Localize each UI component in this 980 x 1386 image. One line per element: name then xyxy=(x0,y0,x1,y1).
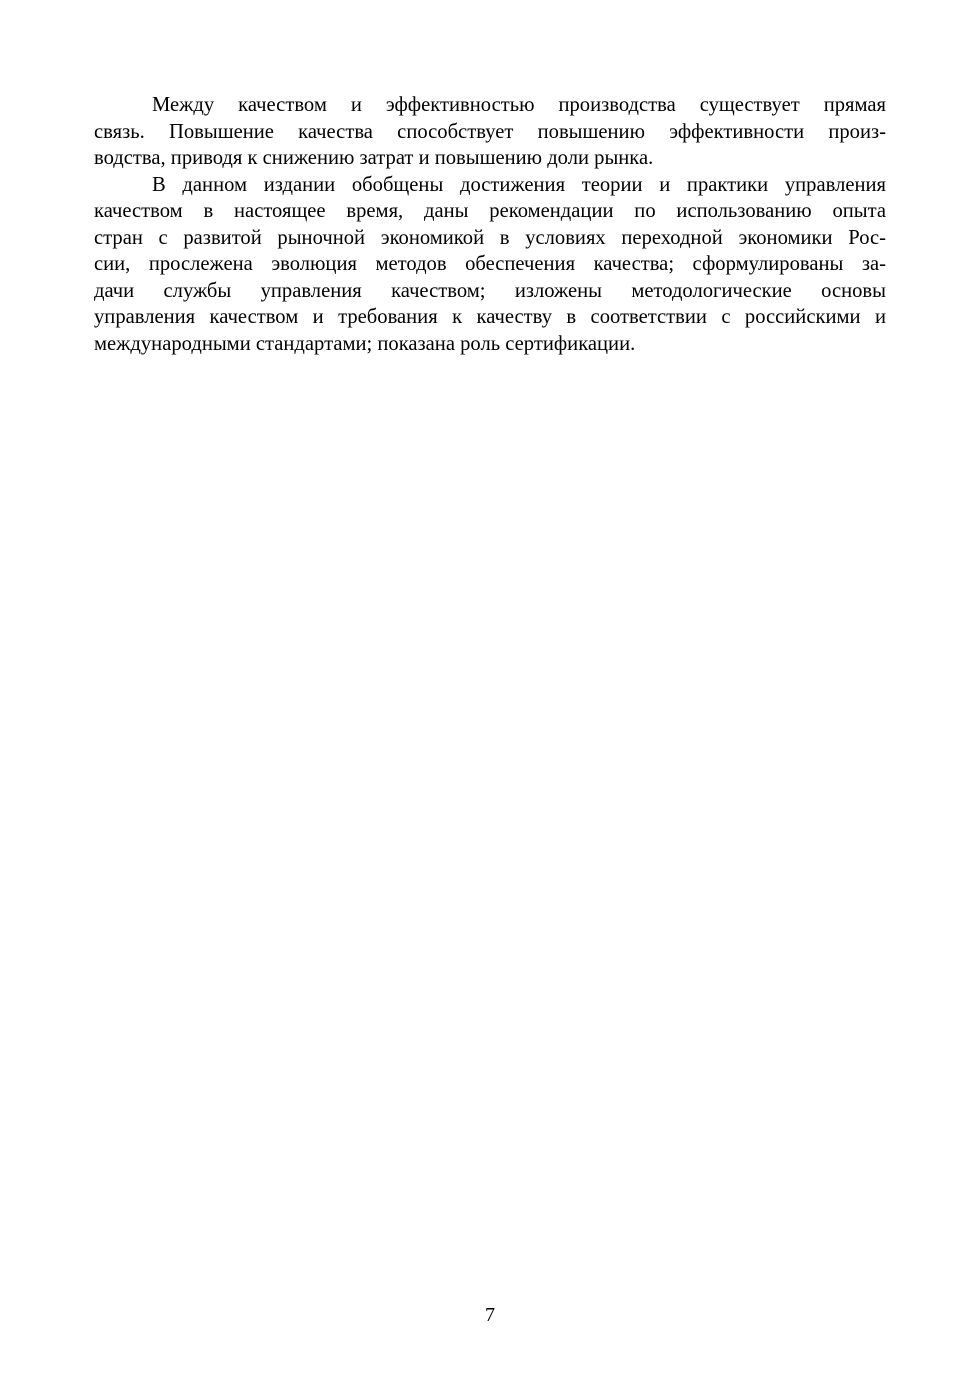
page-number: 7 xyxy=(485,1304,495,1326)
paragraph-2 xyxy=(94,172,886,358)
paragraph-line: дачи службы управления качеством; изложены методологические основы xyxy=(94,279,886,302)
paragraph-line: водства, приводя к снижению затрат и повышению доли рынка. xyxy=(94,147,654,169)
paragraph-line: В данном издании обобщены достижения теории и практики управления xyxy=(152,173,886,196)
paragraph-line: международными стандартами; показана роль сертификации. xyxy=(94,332,636,355)
paragraph-1 xyxy=(94,92,886,172)
paragraph-line: управления качеством и требования к качеству в соответствии с российскими и xyxy=(94,306,886,328)
paragraph-line: связь. Повышение качества способствует повышению эффективности произ- xyxy=(94,120,886,143)
body-text xyxy=(94,92,886,357)
paragraph-line: Между качеством и эффективностью производства существует прямая xyxy=(152,94,886,116)
paragraph-line: сии, прослежена эволюция методов обеспечения качества; сформулированы за- xyxy=(94,253,886,275)
paragraph-line: качеством в настоящее время, даны рекомендации по использованию опыта xyxy=(94,200,886,222)
paragraph-line: стран с развитой рыночной экономикой в условиях переходной экономики Рос- xyxy=(94,226,886,249)
